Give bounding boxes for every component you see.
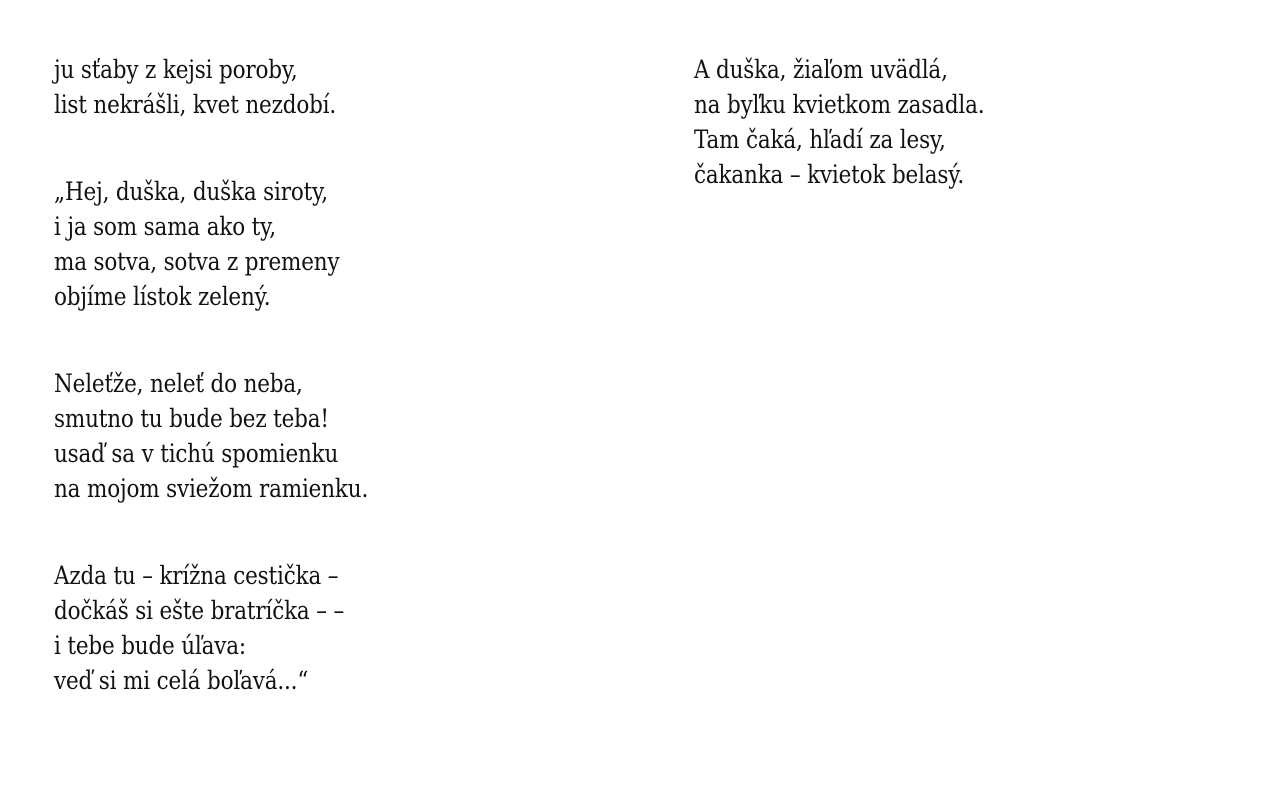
verse-line: ma sotva, sotva z premeny <box>54 247 340 276</box>
verse-line: ju sťaby z kejsi poroby, <box>54 55 298 84</box>
stanza-5 <box>694 52 1234 192</box>
poem-right-column <box>694 52 1234 244</box>
verse-line: list nekrášli, kvet nezdobí. <box>54 90 337 119</box>
stanza-1 <box>54 52 614 122</box>
verse-line: Neleťže, neleť do neba, <box>54 369 303 398</box>
verse-line: i ja som sama ako ty, <box>54 212 276 241</box>
verse-line: smutno tu bude bez teba! <box>54 404 329 433</box>
verse-line: na byľku kvietkom zasadla. <box>694 90 985 119</box>
verse-line: Azda tu – krížna cestička – <box>54 561 339 590</box>
verse-line: na mojom sviežom ramienku. <box>54 474 369 503</box>
stanza-3 <box>54 366 614 506</box>
verse-line: usaď sa v tichú spomienku <box>54 439 339 468</box>
verse-line: čakanka – kvietok belasý. <box>694 160 965 189</box>
verse-line: „Hej, duška, duška siroty, <box>54 177 328 206</box>
verse-line: objíme lístok zelený. <box>54 282 271 311</box>
stanza-2 <box>54 174 614 314</box>
verse-line: veď si mi celá boľavá...“ <box>54 666 309 695</box>
verse-line: dočkáš si ešte bratríčka – – <box>54 596 345 625</box>
poem-left-column <box>54 52 614 750</box>
verse-line: i tebe bude úľava: <box>54 631 246 660</box>
stanza-4 <box>54 558 614 698</box>
verse-line: Tam čaká, hľadí za lesy, <box>694 125 946 154</box>
verse-line: A duška, žiaľom uvädlá, <box>694 55 948 84</box>
